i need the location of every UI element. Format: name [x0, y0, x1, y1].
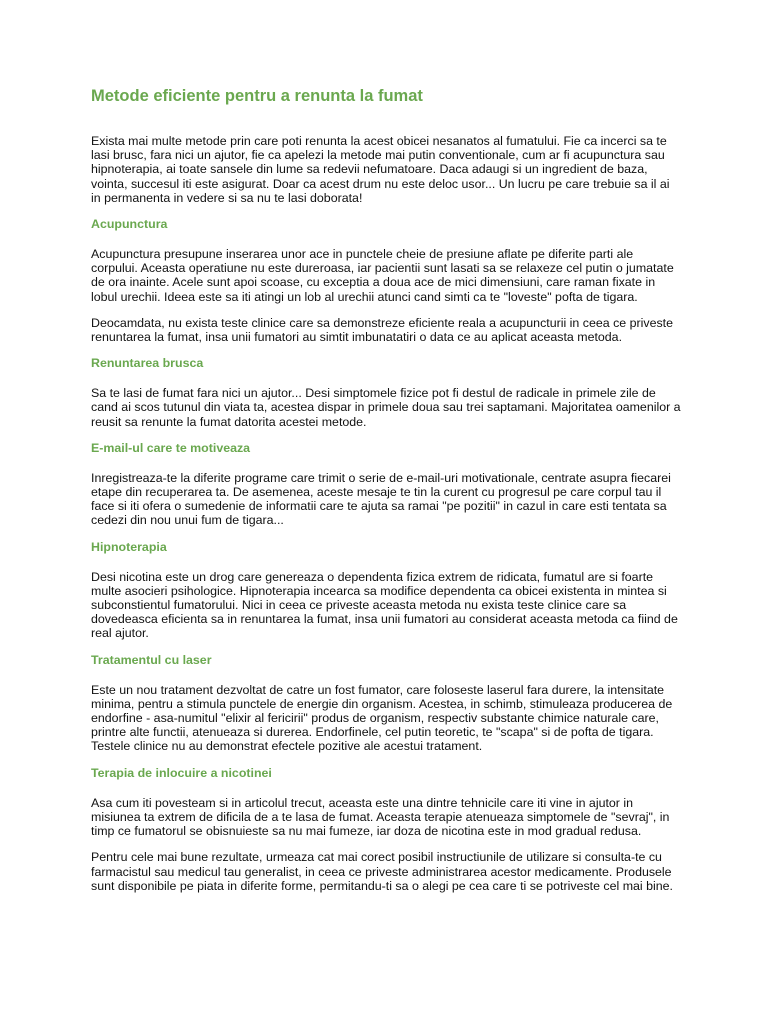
page-title: Metode eficiente pentru a renunta la fumat	[91, 87, 423, 105]
section-paragraph: Desi nicotina este un drog care genereaza o dependenta fizica extrem de ridicata, fumatul are si foarte multe asocieri psihologice. Hipnoterapia incearca sa modifice dependenta ca obicei existenta in mintea si subconstientul fumatorului. Nici in ceea ce priveste aceasta metoda nu exista teste clinice care sa dovedeasca eficienta sa in renuntarea la fumat, insa unii fumatori au considerat aceasta metoda ca fiind de real ajutor.	[91, 569, 678, 641]
section-heading: Renuntarea brusca	[91, 356, 204, 371]
section-paragraph: Inregistreaza-te la diferite programe care trimit o serie de e-mail-uri motivationale, centrate asupra fiecarei etape din recuperarea ta. De asemenea, aceste mesaje te tin la curent cu progresul pe care corpul tau il face si iti ofera o sumedenie de informatii care te ajuta sa ramai "pe pozitii" in cazul in care esti tentata sa cedezi din nou unui fum de tigara...	[91, 470, 671, 528]
section-paragraph: Asa cum iti povesteam si in articolul trecut, aceasta este una dintre tehnicile care iti vine in ajutor in misiunea ta extrem de dificila de a te lasa de fumat. Aceasta terapie atenueaza simptomele de "sevraj", in timp ce fumatorul se obisnuieste sa nu mai fumeze, iar doza de nicotina este in mod gradual redusa.	[91, 795, 670, 839]
section-paragraph: Acupunctura presupune inserarea unor ace in punctele cheie de presiune aflate pe diferite parti ale corpului. Aceasta operatiune nu este dureroasa, iar pacientii sunt lasati sa se relaxeze cel putin o jumatate de ora inainte. Acele sunt apoi scoase, cu exceptia a doua ace de mici dimensiuni, care raman fixate in lobul urechii. Ideea este sa iti atingi un lob al urechii atunci cand simti ca te "loveste" pofta de tigara.	[91, 247, 674, 304]
section-heading: E-mail-ul care te motiveaza	[91, 440, 251, 455]
section-paragraph: Deocamdata, nu exista teste clinice care sa demonstreze eficiente reala a acupuncturii in ceea ce priveste renuntarea la fumat, insa unii fumatori au simtit imbunatatiri o data ce au aplicat aceasta metoda.	[91, 315, 673, 345]
section-heading: Acupunctura	[91, 217, 168, 232]
section-acupunctura	[91, 217, 681, 344]
document-page	[91, 86, 681, 905]
section-paragraph: Este un nou tratament dezvoltat de catre un fost fumator, care foloseste laserul fara durere, la intensitate minima, pentru a stimula punctele de energie din organism. Acestea, in schimb, stimuleaza producerea de endorfine - asa-numitul "elixir al fericirii" produs de organism, respectiv substante chimice naturale care, printre alte functii, atenueaza si durerea. Endorfinele, cel putin teoretic, te "scapa" si de pofta de tigara. Testele clinice nu au demonstrat efectele pozitive ale acestui tratament.	[91, 682, 673, 754]
section-heading: Tratamentul cu laser	[91, 652, 212, 667]
section-heading: Hipnoterapia	[91, 539, 167, 554]
section-paragraph: Sa te lasi de fumat fara nici un ajutor... Desi simptomele fizice pot fi destul de radicale in primele zile de cand ai scos tutunul din viata ta, acestea dispar in primele doua sau trei saptamani. Majoritatea oamenilor a reusit sa renunte la fumat datorita acestei metode.	[91, 386, 681, 429]
intro-paragraph: Exista mai multe metode prin care poti renunta la acest obicei nesanatos al fumatului. Fie ca incerci sa te lasi brusc, fara nici un ajutor, fie ca apelezi la metode mai putin conventionale, cum ar fi acupunctura sau hipnoterapia, ai toate sansele din lume sa redevii nefumatoare. Daca adaugi si un ingredient de baza, vointa, succesul iti este asigurat. Doar ca acest drum nu este deloc usor... Un lucru pe care trebuie sa il ai in permanenta in vedere si sa nu te lasi doborata!	[91, 134, 670, 205]
section-tratament-laser	[91, 653, 681, 754]
section-renuntarea-brusca	[91, 356, 681, 429]
section-paragraph: Pentru cele mai bune rezultate, urmeaza cat mai corect posibil instructiunile de utilizare si consulta-te cu farmacistul sau medicul tau generalist, in ceea ce priveste administrarea acestor medicamente. Produsele sunt disponibile pe piata in diferite forme, permitandu-ti sa o alegi pe cea care ti se potriveste cel mai bine.	[91, 850, 673, 893]
section-inlocuire-nicotina	[91, 766, 681, 893]
section-heading: Terapia de inlocuire a nicotinei	[91, 765, 272, 780]
section-hipnoterapia	[91, 540, 681, 641]
section-email-motivation	[91, 441, 681, 528]
